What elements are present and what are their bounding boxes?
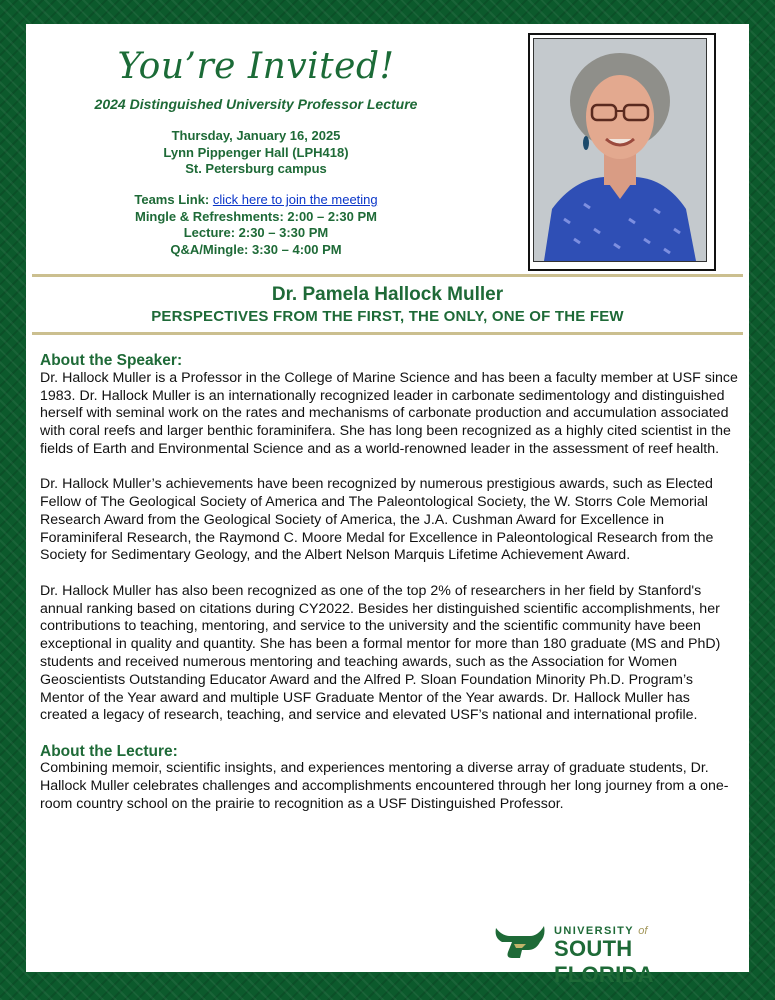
header <box>26 24 749 274</box>
event-date: Thursday, January 16, 2025 <box>171 128 341 143</box>
speaker-photo <box>533 38 707 262</box>
lecture-description: Combining memoir, scientific insights, and experiences mentoring a diverse array of graduate students, Dr. Hallock Muller celebrates challenges and accomplishments encountered through her long journey from a one-room country school on the prairie to recognition as a USF Distinguished Professor. <box>40 760 729 813</box>
logo-of: of <box>638 925 648 937</box>
speaker-photo-frame <box>528 33 716 271</box>
invite-heading: You’re Invited! <box>117 46 395 87</box>
lecture-series-title: 2024 Distinguished University Professor Lecture <box>94 96 418 112</box>
speaker-recognition-paragraph: Dr. Hallock Muller has also been recognized as one of the top 2% of researchers in her field by Stanford's annual ranking based on citations during CY2022. Besides her distinguished scientific accomplishments, her contributions to teaching, mentoring, and service to the university and the scientific community have been exceptional in quality and quantity. She has been a formal mentor for more than 180 graduate (MS and PhD) students and received numerous mentoring and teaching awards, such as the Association for Women Geoscientists Outstanding Educator Award and the Alfred P. Sloan Foundation Minority Ph.D. Program’s Mentor of the Year award and multiple USF Graduate Mentor of the Year awards. Dr. Hallock Muller has created a legacy of research, teaching, and service and elevated USF’s national and international profile. <box>40 582 721 724</box>
schedule <box>56 192 456 258</box>
event-campus: St. Petersburg campus <box>185 161 327 176</box>
qa-time: Q&A/Mingle: 3:30 – 4:00 PM <box>170 241 342 257</box>
teams-meeting-link[interactable]: click here to join the meeting <box>212 192 378 207</box>
about-lecture-heading: About the Lecture: <box>40 742 178 760</box>
divider-top <box>32 274 743 277</box>
speaker-name: Dr. Pamela Hallock Muller <box>271 284 504 305</box>
event-venue: Lynn Pippenger Hall (LPH418) <box>163 144 349 160</box>
lecture-time: Lecture: 2:30 – 3:30 PM <box>183 225 329 240</box>
mingle-time: Mingle & Refreshments: 2:00 – 2:30 PM <box>134 208 378 224</box>
speaker-bio-paragraph: Dr. Hallock Muller is a Professor in the College of Marine Science and has been a faculty member at USF since 1983. Dr. Hallock Muller is an internationally recognized leader in carbonate sedimentology and distinguished herself with seminal work on the rates and mechanisms of carbonate production and accumulation associated with coral reefs and larger benthic foraminifera. She has long been recognized as a highly cited scientist in the fields of Earth and Environmental Science and as a world-renowned leader in the assessment of reef health. <box>40 369 738 457</box>
speaker-awards-paragraph: Dr. Hallock Muller’s achievements have been recognized by numerous prestigious awards, such as Elected Fellow of The Geological Society of America and The Paleontological Society, the W. Storrs Cole Memorial Research Award from the Geological Society of America, the J.A. Cushman Award for Excellence in Foraminiferal Research, the Raymond C. Moore Medal for Excellence in Paleontological Research from the Society for Sedimentary Geology, and the Albert Nelson Marquis Lifetime Achievement Award. <box>40 476 714 564</box>
event-details <box>56 128 456 178</box>
logo-university: UNIVERSITY <box>554 925 634 937</box>
teams-label: Teams Link: <box>134 192 210 207</box>
about-speaker-heading: About the Speaker: <box>40 352 183 369</box>
usf-bull-icon <box>492 922 548 962</box>
invitation-card <box>26 24 749 987</box>
lecture-name: PERSPECTIVES FROM THE FIRST, THE ONLY, ONE OF THE FEW <box>151 308 624 325</box>
teams-line <box>56 192 456 209</box>
usf-logo <box>492 918 737 987</box>
logo-south-florida: SOUTH FLORIDA <box>554 936 654 987</box>
body-content <box>40 352 740 814</box>
speaker-portrait-image <box>534 39 706 261</box>
divider-bottom <box>32 332 743 335</box>
